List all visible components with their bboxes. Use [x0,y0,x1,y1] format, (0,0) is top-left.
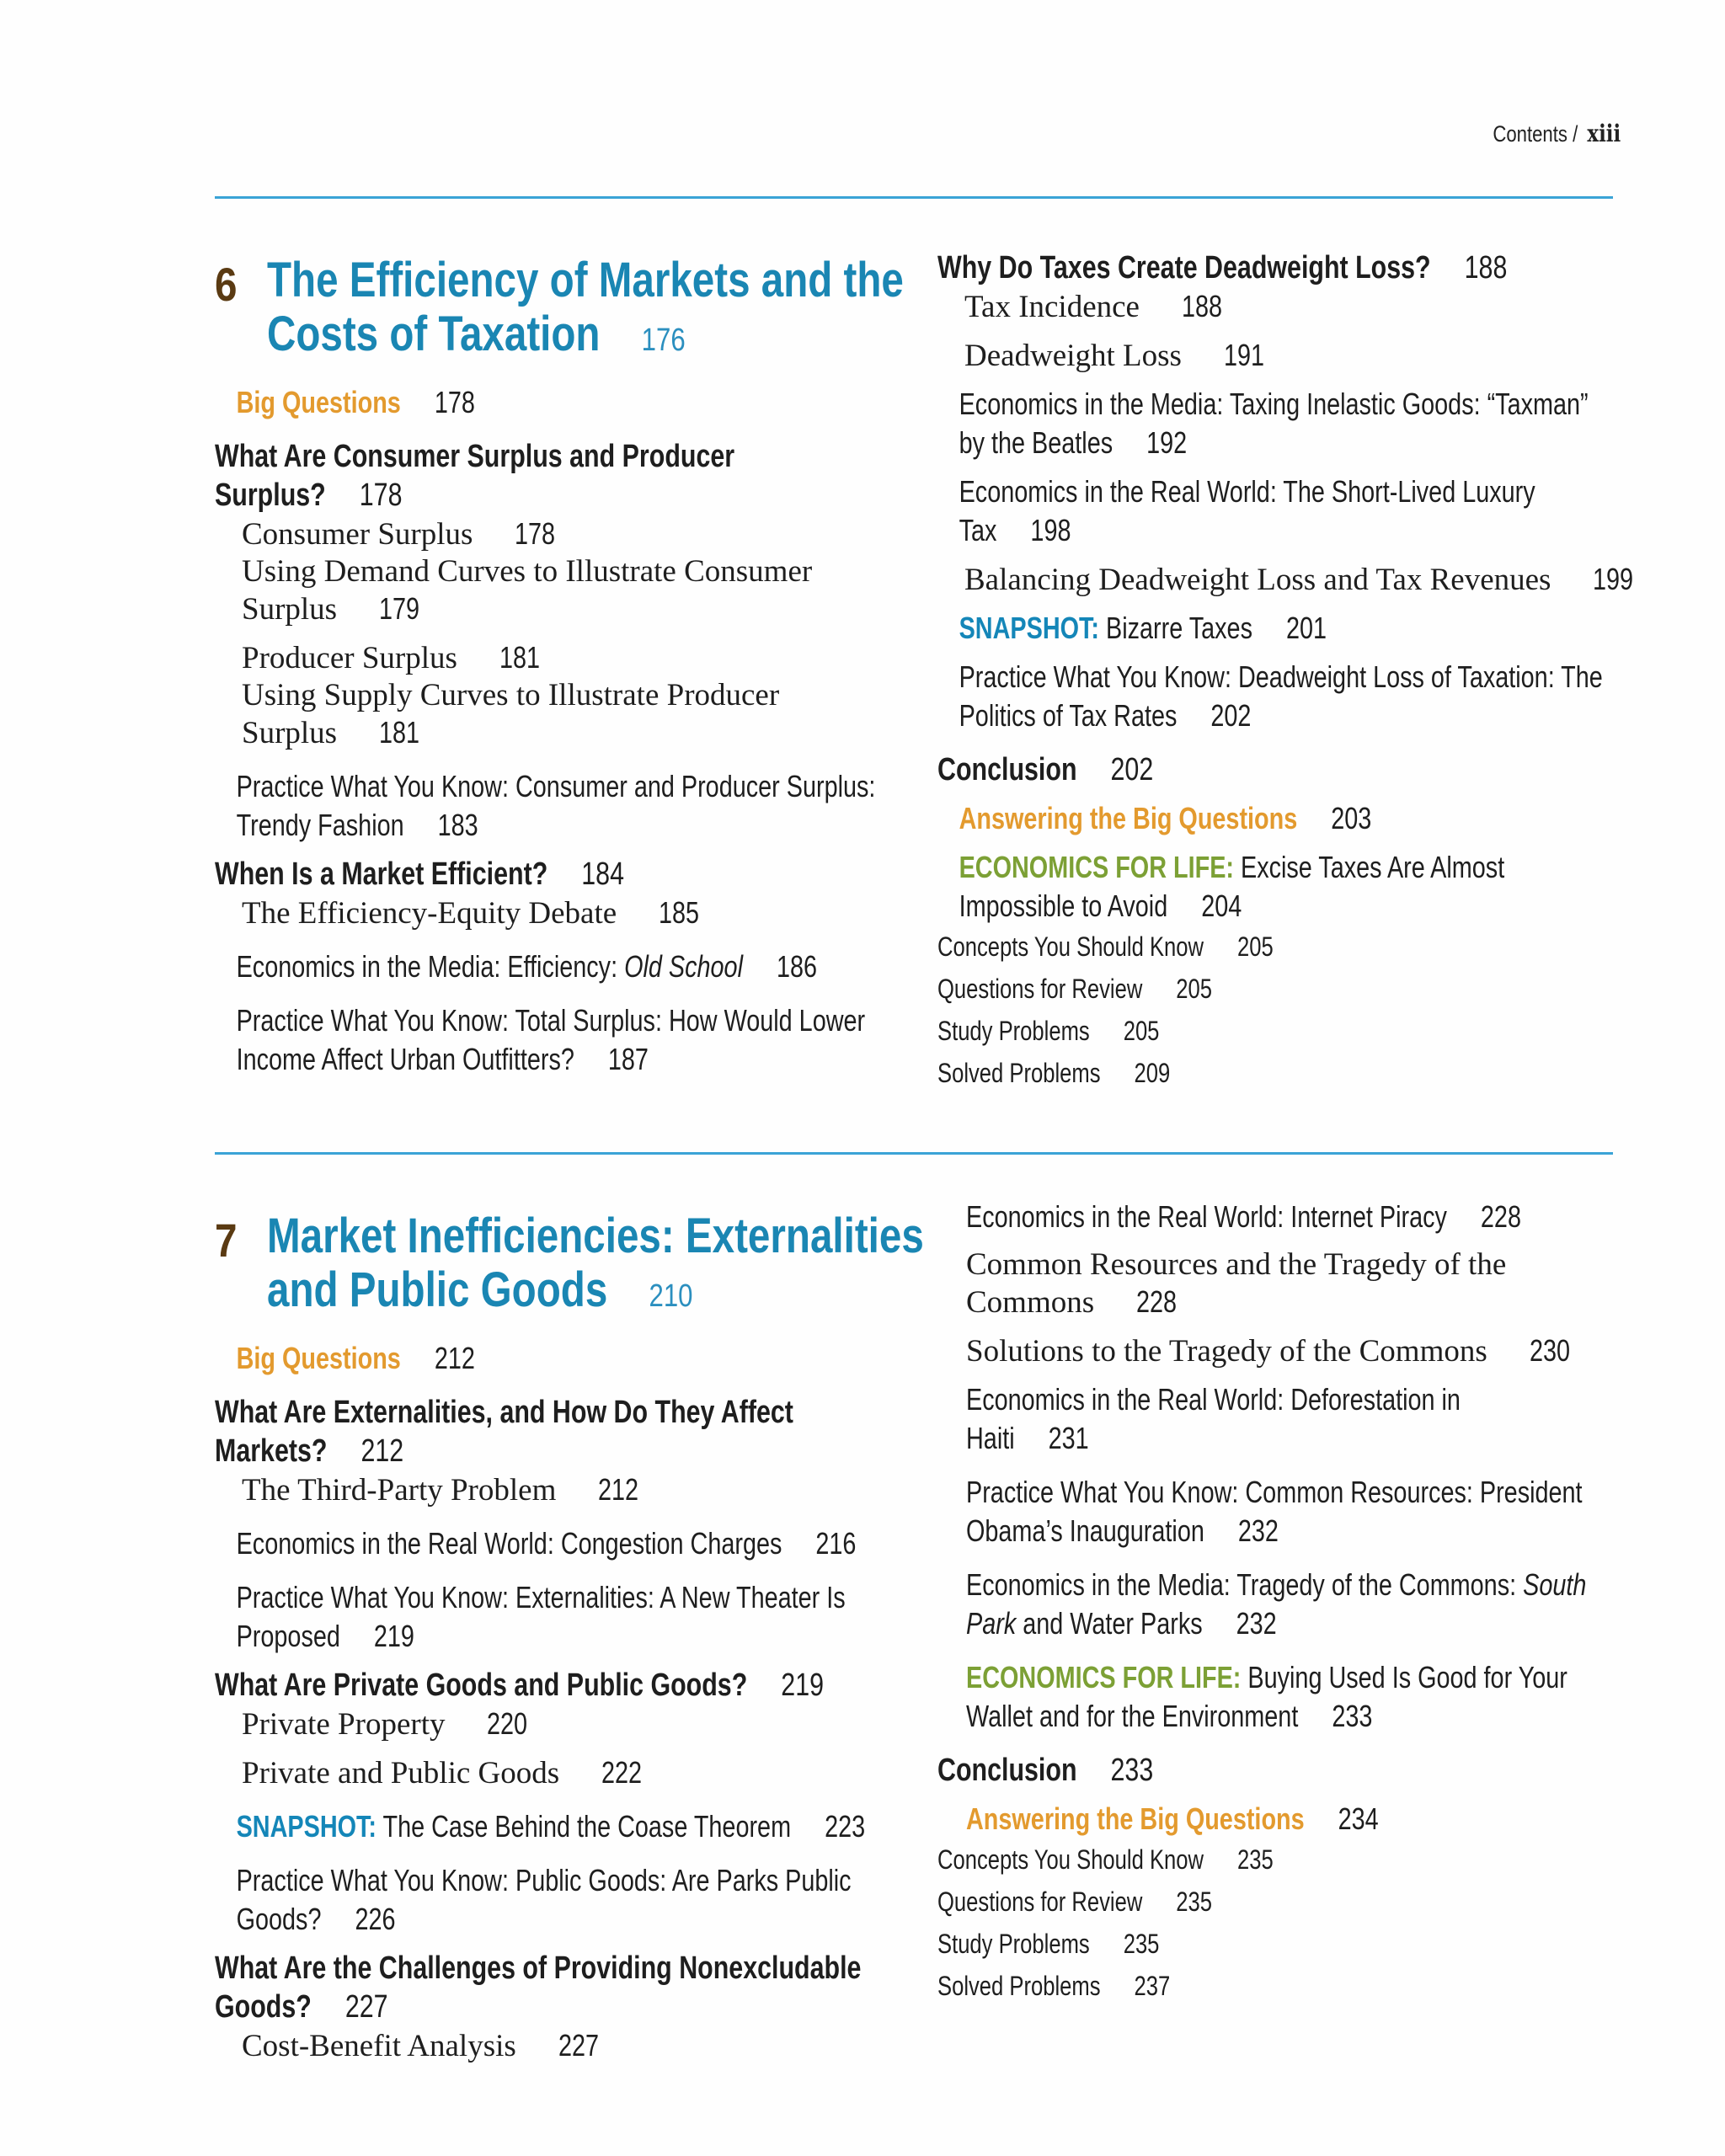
chapter-number: 7 [215,1214,238,1267]
entry-text: Concepts You Should Know [937,931,1204,962]
page-ref: 233 [1332,1699,1373,1733]
entry-text: and Water Parks [1016,1606,1203,1641]
entry-text: Big Questions [236,1341,401,1375]
toc-end-matter[interactable] [937,1965,1513,2007]
page-ref: 188 [1181,289,1223,323]
chapter-6-left-column [215,253,905,1079]
entry-text: Concepts You Should Know [937,1844,1204,1875]
entry-text: Balancing Deadweight Loss and Tax Revenues [964,563,1551,597]
toc-entry-big-questions[interactable] [215,383,767,422]
entry-text: Economics in the Media: Efficiency: [236,949,625,984]
toc-section[interactable] [937,248,1508,287]
page-ref: 232 [1237,1513,1279,1548]
entry-text: South [1523,1567,1587,1602]
page-ref: 192 [1146,425,1188,460]
toc-end-matter[interactable] [937,1052,1490,1094]
page-ref: 212 [434,1341,475,1375]
entry-text: Using Demand Curves to Illustrate Consumer [242,554,813,589]
entry-text: ECONOMICS FOR LIFE: [966,1660,1242,1694]
page-ref: 230 [1529,1333,1570,1368]
page-ref: 219 [373,1619,414,1653]
page-ref: 235 [1176,1886,1213,1917]
entry-text: Economics in the Real World: Internet Piracy [966,1199,1447,1234]
entry-text: Haiti [966,1421,1015,1455]
page-ref: 178 [515,516,556,551]
entry-text: Goods? [215,1989,312,2025]
page-ref: 216 [815,1526,857,1561]
chapter-title-line1: Market Inefficiencies: Externalities [267,1209,924,1263]
entry-text: Private and Public Goods [242,1756,560,1790]
page-ref: 204 [1201,889,1242,923]
page-ref: 202 [1210,698,1252,733]
page-ref: 228 [1480,1199,1521,1234]
entry-text: Politics of Tax Rates [959,698,1178,733]
entry-text: ECONOMICS FOR LIFE: [959,850,1234,884]
page-ref: 185 [659,895,700,930]
entry-text: Producer Surplus [242,641,457,675]
page-ref: 187 [607,1042,649,1076]
entry-text: Park [966,1606,1017,1641]
page-ref: 179 [379,591,420,626]
entry-text: Bizarre Taxes [1099,611,1252,645]
page-ref: 201 [1285,611,1327,645]
entry-text: Conclusion [937,1753,1077,1788]
page-ref: 198 [1030,513,1071,547]
toc-section[interactable] [937,750,1490,789]
toc-entry[interactable] [937,560,1634,599]
page-ref: 178 [434,385,475,419]
entry-text: What Are Consumer Surplus and Producer [215,439,735,474]
toc-entry[interactable] [966,1246,1657,1321]
chapter-title[interactable] [267,253,904,367]
chapter-7-left-column [215,1209,924,2065]
toc-entry-big-questions[interactable] [215,1339,767,1378]
toc-entry[interactable] [966,1331,1657,1370]
toc-end-matter[interactable] [937,1923,1513,1965]
page-ref: 212 [598,1472,639,1507]
entry-text: What Are Externalities, and How Do They Affect [215,1395,793,1430]
toc-entry[interactable] [215,553,905,628]
toc-entry-real-world[interactable] [937,472,1535,550]
toc-entry[interactable] [215,638,905,677]
toc-section[interactable] [215,855,767,894]
running-header-label: Contents [1493,121,1567,147]
entry-text: SNAPSHOT: [959,611,1100,645]
chapter-page: 176 [641,323,686,358]
entry-text: Practice What You Know: Externalities: A New Theater Is [236,1580,846,1614]
page-ref: 205 [1176,974,1213,1004]
toc-entry[interactable] [937,336,1628,375]
top-rule [215,196,1613,199]
toc-entry-snapshot[interactable] [937,609,1490,648]
entry-text: Practice What You Know: Deadweight Loss of Taxation: The [959,659,1603,694]
page-ref: 188 [1464,250,1508,286]
entry-text: Solutions to the Tragedy of the Commons [966,1334,1487,1369]
chapter-7-right-column [937,1198,1657,2007]
page-ref: 237 [1134,1971,1171,2001]
entry-text: Questions for Review [937,1886,1143,1917]
page-ref: 233 [1110,1753,1154,1788]
page-ref: 235 [1123,1929,1160,1959]
entry-text: Trendy Fashion [236,808,404,842]
entry-text: Questions for Review [937,974,1143,1004]
entry-text: Common Resources and the Tragedy of the [966,1247,1507,1282]
entry-text: Economics in the Real World: The Short-Lived Luxury [959,474,1535,509]
toc-entry-practice[interactable] [215,767,876,845]
entry-text: Solved Problems [937,1058,1101,1088]
entry-text: Big Questions [236,385,401,419]
running-header [1493,120,1621,147]
chapter-title-line2: Costs of Taxation [267,307,601,361]
chapter-title[interactable] [267,1209,924,1323]
toc-end-matter[interactable] [937,1010,1490,1052]
page-ref: 199 [1593,562,1634,596]
entry-text: Study Problems [937,1016,1090,1046]
entry-text: Surplus [242,592,338,627]
page-ref: 235 [1236,1844,1274,1875]
entry-text: by the Beatles [959,425,1114,460]
entry-text: When Is a Market Efficient? [215,857,548,892]
chapter-title-line1: The Efficiency of Markets and the [267,253,904,307]
toc-entry[interactable] [215,1753,905,1792]
toc-section[interactable] [215,1666,825,1705]
toc-entry-real-world[interactable] [966,1380,1519,1458]
page-ref: 220 [487,1706,528,1741]
chapter-heading [215,253,905,366]
entry-text: Solved Problems [937,1971,1101,2001]
entry-text: Conclusion [937,752,1077,787]
toc-entry[interactable] [215,677,905,752]
toc-entry-real-world[interactable] [215,1524,857,1563]
entry-text: What Are the Challenges of Providing Nonexcludable [215,1951,862,1986]
toc-entry-answering[interactable] [966,1800,1519,1838]
page-ref: 231 [1048,1421,1089,1455]
entry-text: What Are Private Goods and Public Goods? [215,1668,748,1703]
page-ref: 205 [1236,931,1274,962]
entry-text: Using Supply Curves to Illustrate Producer [242,678,780,712]
page-ref: 228 [1136,1284,1178,1319]
toc-entry-practice[interactable] [966,1473,1583,1550]
page-ref: 219 [781,1668,825,1703]
entry-text: Goods? [236,1902,322,1936]
entry-text: Income Affect Urban Outfitters? [236,1042,574,1076]
page-ref: 223 [825,1809,866,1844]
entry-text: Surplus? [215,478,326,513]
page-ref: 227 [558,2028,599,2063]
entry-text: Practice What You Know: Total Surplus: How Would Lower [236,1003,866,1038]
entry-text: Markets? [215,1433,328,1469]
toc-entry-real-world[interactable] [966,1198,1519,1236]
toc-end-matter[interactable] [937,926,1490,968]
entry-text: Private Property [242,1707,446,1742]
entry-text: Practice What You Know: Consumer and Producer Surplus: [236,769,876,803]
entry-text: Surplus [242,716,338,750]
entry-text: Tax Incidence [964,290,1140,324]
page-ref: 234 [1338,1801,1379,1836]
entry-text: Practice What You Know: Common Resources: President [966,1475,1583,1509]
entry-text: Obama’s Inauguration [966,1513,1204,1548]
page-ref: 186 [776,949,818,984]
toc-end-matter[interactable] [937,968,1490,1010]
entry-text: Answering the Big Questions [959,801,1298,835]
toc-entry-econ-for-life[interactable] [966,1658,1567,1736]
toc-entry[interactable] [215,1470,905,1509]
entry-text: Excise Taxes Are Almost [1234,850,1505,884]
toc-entry[interactable] [215,1705,905,1743]
page-ref: 212 [360,1433,404,1469]
page-ref: 202 [1110,752,1154,787]
toc-section[interactable] [215,1949,862,2026]
page-ref: 232 [1236,1606,1277,1641]
chapter-6-right-column [937,248,1634,1094]
entry-text: Economics in the Real World: Congestion Charges [236,1526,782,1561]
toc-entry-practice[interactable] [215,1001,866,1079]
entry-text: The Third-Party Problem [242,1473,557,1508]
entry-text: Deadweight Loss [964,339,1182,373]
chapter-title-line2: and Public Goods [267,1262,608,1317]
entry-text: Impossible to Avoid [959,889,1168,923]
toc-entry-media[interactable] [215,947,818,986]
toc-entry-practice[interactable] [215,1578,846,1656]
page-ref: 178 [359,478,403,513]
page-ref: 191 [1223,338,1264,372]
entry-text: The Efficiency-Equity Debate [242,896,617,931]
toc-entry[interactable] [215,894,905,932]
chapter-heading [215,1209,924,1322]
toc-section[interactable] [937,1751,1513,1790]
page-ref: 209 [1134,1058,1171,1088]
toc-section[interactable] [215,1393,793,1470]
entry-text: Answering the Big Questions [966,1801,1305,1836]
entry-text: Consumer Surplus [242,517,473,552]
toc-entry[interactable] [215,515,905,553]
page-ref: 203 [1331,801,1372,835]
page-ref: 227 [344,1989,388,2025]
entry-text: Cost-Benefit Analysis [242,2029,516,2063]
toc-entry[interactable] [937,287,1628,326]
entry-text: Economics in the Media: Taxing Inelastic Goods: “Taxman” [959,387,1589,421]
toc-entry[interactable] [215,2026,905,2065]
entry-text: Wallet and for the Environment [966,1699,1299,1733]
toc-entry-media[interactable] [937,385,1589,462]
divider-rule [215,1152,1613,1155]
entry-text: SNAPSHOT: [236,1809,377,1844]
entry-text: The Case Behind the Coase Theorem [377,1809,792,1844]
entry-text: Proposed [236,1619,340,1653]
page-ref: 183 [437,808,478,842]
toc-entry-econ-for-life[interactable] [937,848,1505,926]
entry-text: Study Problems [937,1929,1090,1959]
page-ref: 226 [355,1902,396,1936]
page-number: xiii [1587,120,1621,147]
toc-entry-practice[interactable] [215,1861,852,1939]
entry-text: Economics in the Media: Tragedy of the Commons: [966,1567,1524,1602]
entry-text: Commons [966,1285,1095,1320]
page-ref: 222 [601,1755,643,1790]
page-ref: 181 [499,640,540,675]
entry-text: Old School [624,949,743,984]
toc-end-matter[interactable] [937,1881,1513,1923]
toc-entry-media[interactable] [966,1566,1587,1643]
toc-end-matter[interactable] [937,1838,1513,1881]
entry-text: Buying Used Is Good for Your [1241,1660,1567,1694]
toc-entry-answering[interactable] [937,799,1490,838]
entry-text: Why Do Taxes Create Deadweight Loss? [937,250,1431,286]
toc-entry-practice[interactable] [937,658,1603,735]
toc-section[interactable] [215,437,767,515]
entry-text: Practice What You Know: Public Goods: Are Parks Public [236,1863,852,1897]
entry-text: Tax [959,513,997,547]
entry-text: Economics in the Real World: Deforestation in [966,1382,1461,1417]
chapter-page: 210 [649,1278,693,1314]
running-header-separator: / [1572,121,1578,147]
page-ref: 184 [581,857,624,892]
toc-entry-snapshot[interactable] [215,1807,866,1846]
page-ref: 205 [1123,1016,1160,1046]
chapter-number: 6 [215,258,238,311]
page-ref: 181 [379,715,420,750]
